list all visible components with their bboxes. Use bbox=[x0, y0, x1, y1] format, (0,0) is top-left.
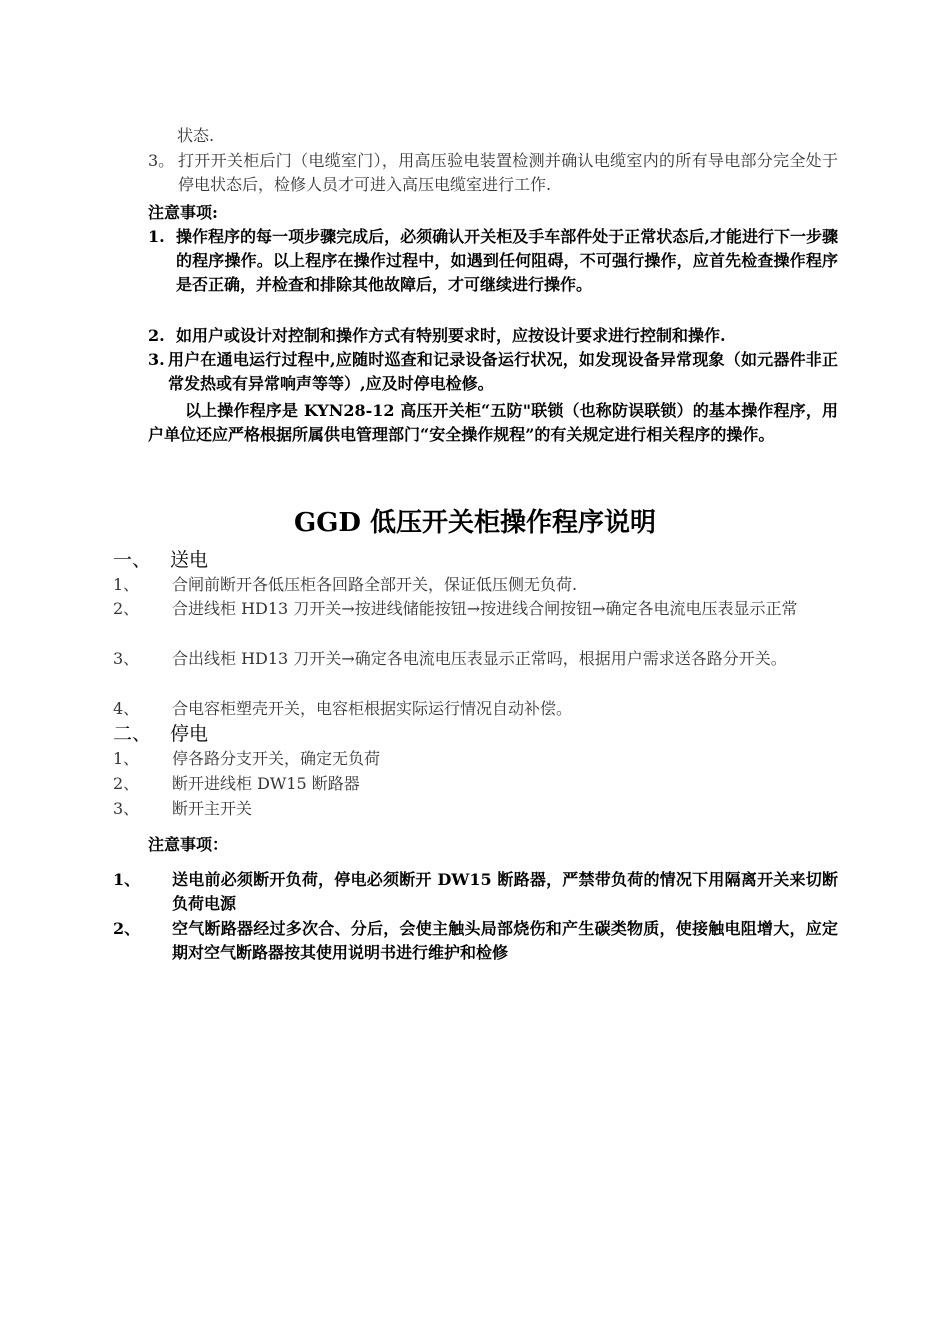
power-on-item-1-text: 合闸前断开各低压柜各回路全部开关，保证低压侧无负荷. bbox=[172, 575, 578, 594]
power-off-item-1-number: 1、 bbox=[113, 749, 140, 768]
step-item-3-number: 3。 bbox=[148, 151, 175, 170]
section-power-on-label: 送电 bbox=[170, 549, 209, 571]
section-power-on-number: 一、 bbox=[113, 549, 152, 571]
power-on-item-4-number: 4、 bbox=[113, 699, 140, 718]
notes-heading-2: 注意事项： bbox=[148, 835, 229, 854]
power-off-item-2-text: 断开进线柜 DW15 断路器 bbox=[172, 774, 360, 793]
power-off-item-1-text: 停各路分支开关，确定无负荷 bbox=[172, 749, 381, 768]
power-on-item-3-text: 合出线柜 HD13 刀开关→确定各电流电压表显示正常吗，根据用户需求送各路分开关。 bbox=[172, 649, 787, 668]
power-off-item-2 bbox=[113, 772, 838, 796]
power-on-item-2-text: 合进线柜 HD13 刀开关→按进线储能按钮→按进线合闸按钮→确定各电流电压表显示正常 bbox=[172, 599, 798, 618]
note-item-3-number: 3. bbox=[148, 350, 165, 369]
section-power-off-label: 停电 bbox=[170, 723, 209, 745]
note-item-1-number: 1. bbox=[148, 227, 165, 246]
low-voltage-note-1-number: 1、 bbox=[113, 870, 141, 889]
low-voltage-note-2-number: 2、 bbox=[113, 919, 141, 938]
power-off-item-3-text: 断开主开关 bbox=[172, 799, 253, 818]
note-item-3-text: 用户在通电运行过程中,应随时巡查和记录设备运行状况，如发现设备异常现象（如元器件非正常发热或有异常响声等等）,应及时停电检修。 bbox=[168, 350, 838, 393]
notes-heading-1: 注意事项: bbox=[148, 203, 218, 222]
page-title: GGD 低压开关柜操作程序说明 bbox=[293, 508, 656, 538]
note-item-2-number: 2. bbox=[148, 326, 165, 345]
power-off-item-3-number: 3、 bbox=[113, 799, 140, 818]
note-item-2 bbox=[148, 324, 838, 348]
power-off-item-3 bbox=[113, 797, 838, 821]
power-on-item-3-number: 3、 bbox=[113, 649, 140, 668]
power-on-item-2-number: 2、 bbox=[113, 599, 140, 618]
section-power-off-number: 二、 bbox=[113, 723, 152, 745]
step-item-3-text: 打开开关柜后门（电缆室门），用高压验电装置检测并确认电缆室内的所有导电部分完全处于停电状态后，检修人员才可进入高压电缆室进行工作. bbox=[178, 151, 838, 194]
state-line: 状态. bbox=[177, 126, 215, 145]
note-item-2-text: 如用户或设计对控制和操作方式有特别要求时，应按设计要求进行控制和操作. bbox=[176, 326, 726, 345]
power-on-item-1 bbox=[113, 573, 838, 597]
low-voltage-note-2 bbox=[113, 917, 838, 965]
power-off-item-1 bbox=[113, 747, 838, 771]
power-on-item-2 bbox=[113, 597, 838, 645]
section-power-on bbox=[113, 547, 413, 573]
low-voltage-note-1 bbox=[113, 868, 838, 916]
low-voltage-note-2-text: 空气断路器经过多次合、分后，会使主触头局部烧伤和产生碳类物质，使接触电阻增大，应定期对空气断路器按其使用说明书进行维护和检修 bbox=[172, 919, 838, 962]
power-on-item-3 bbox=[113, 647, 838, 695]
low-voltage-note-1-text: 送电前必须断开负荷，停电必须断开 DW15 断路器，严禁带负荷的情况下用隔离开关来切断负荷电源 bbox=[172, 870, 838, 913]
note-item-3 bbox=[148, 348, 838, 396]
note-item-1 bbox=[148, 225, 838, 321]
power-on-item-4 bbox=[113, 697, 838, 721]
section-power-off bbox=[113, 721, 413, 747]
summary-paragraph: 以上操作程序是 KYN28-12 高压开关柜“五防"联锁（也称防误联锁）的基本操作程序，用户单位还应严格根据所属供电管理部门“安全操作规程”的有关规定进行相关程序的操作。 bbox=[148, 401, 838, 444]
power-on-item-1-number: 1、 bbox=[113, 575, 140, 594]
note-item-1-text: 操作程序的每一项步骤完成后，必须确认开关柜及手车部件处于正常状态后,才能进行下一步骤的程序操作。以上程序在操作过程中，如遇到任何阻碍，不可强行操作，应首先检查操作程序是否正确，并检查和排除其他故障后，才可继续进行操作。 bbox=[176, 227, 838, 294]
power-off-item-2-number: 2、 bbox=[113, 774, 140, 793]
power-on-item-4-text: 合电容柜塑壳开关，电容柜根据实际运行情况自动补偿。 bbox=[172, 699, 573, 718]
step-item-3 bbox=[148, 149, 838, 197]
